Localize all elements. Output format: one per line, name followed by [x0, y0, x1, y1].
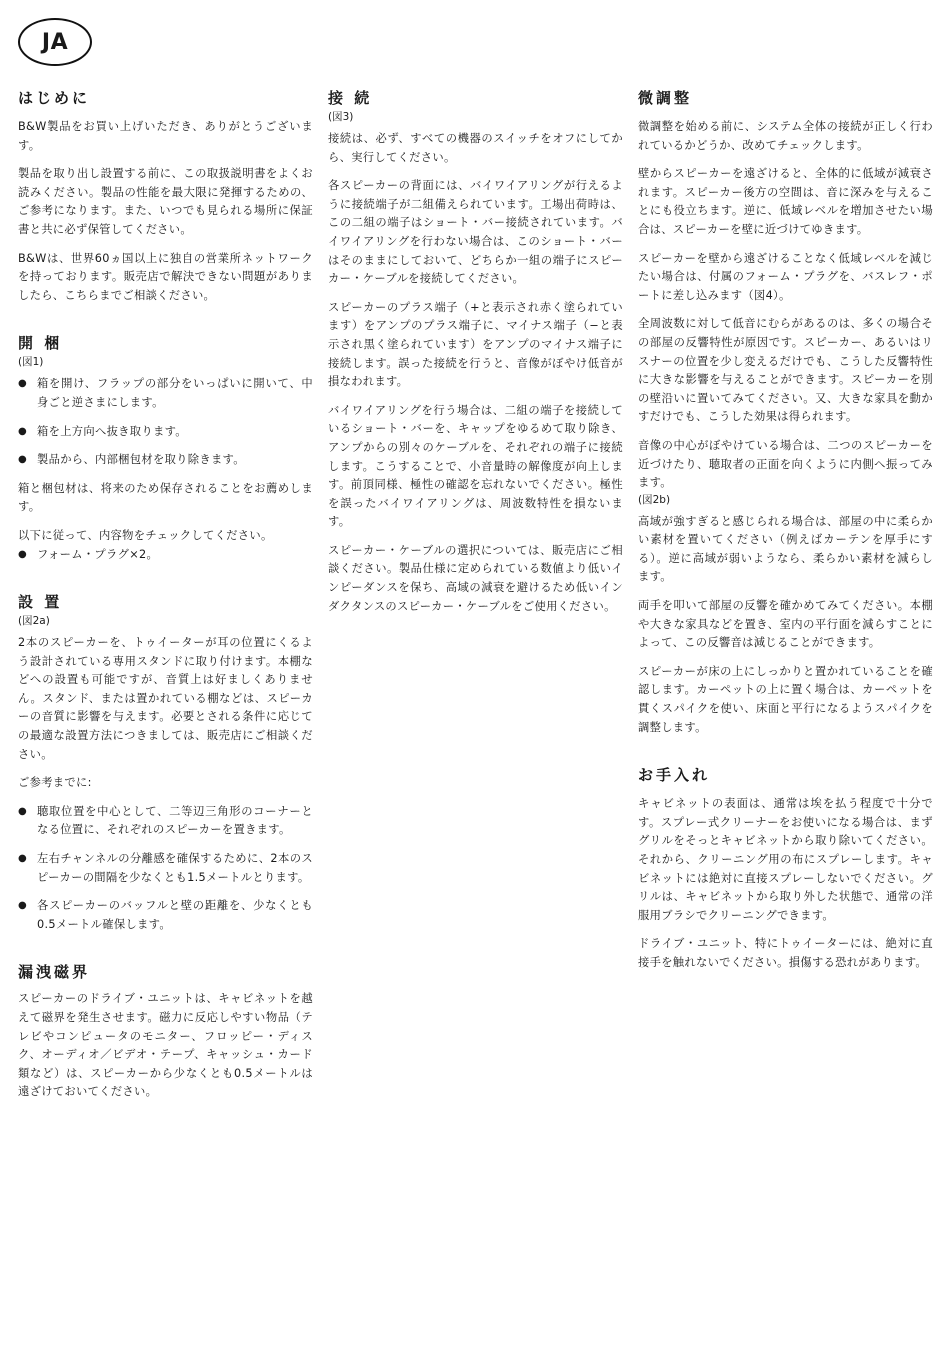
- paragraph: 両手を叩いて部屋の反響を確かめてみてください。本棚や大きな家具などを置き、室内の平行面を減らすことによって、この反響音は減じることができます。: [638, 599, 933, 650]
- list-item: ● 聴取位置を中心として、二等辺三角形のコーナーとなる位置に、それぞれのスピーカーを置きます。: [18, 803, 313, 840]
- list-item: ● 各スピーカーのバッフルと壁の距離を、少なくとも0.5メートル確保します。: [18, 897, 313, 934]
- paragraph: 箱と梱包材は、将来のため保存されることをお薦めします。: [18, 481, 313, 514]
- paragraph: 微調整を始める前に、システム全体の接続が正しく行われているかどうか、改めてチェックします。: [638, 120, 933, 152]
- paragraph: B&Wは、世界60ヵ国以上に独自の営業所ネットワークを持っております。販売店で解決できない問題がありましたら、こちらまでご相談ください。: [18, 251, 313, 302]
- paragraph: B&W製品をお買い上げいただき、ありがとうございます。: [18, 120, 313, 152]
- paragraph: スピーカーのドライブ・ユニットは、キャビネットを越えて磁界を発生させます。磁力に反応しやすい物品（テレビやコンピュータのモニター、フロッピー・ディスク、オーディオ／ビデオ・テープ、キャッシュ・カード類など）は、スピーカーから少なくとも0.5メートルは遠ざけておいてください。: [18, 992, 313, 1099]
- section-title-unpacking: 開 梱: [18, 334, 63, 353]
- paragraph: ご参考までに:: [18, 776, 92, 790]
- paragraph: スピーカーを壁から遠ざけることなく低域レベルを減じたい場合は、付属のフォーム・プラグを、バスレフ・ポートに差し込みます（図4）。: [638, 251, 933, 302]
- paragraph: スピーカー・ケーブルの選択については、販売店にご相談ください。製品仕様に定められている数値より低いインピーダンスを保ち、高域の減衰を避けるため低いインダクタンスのスピーカー・ケーブルをご使用ください。: [328, 543, 623, 613]
- language-code: JA: [41, 29, 69, 55]
- figure-reference: (図3): [328, 111, 354, 123]
- figure-reference: (図2a): [18, 615, 50, 628]
- paragraph: スピーカーのプラス端子（+と表示され赤く塗られています）をアンプのプラス端子に、マイナス端子（−と表示され黒く塗られています）をアンプのマイナス端子に接続します。誤った接続を行うと、音像がぼやけ低音が損なわれます。: [328, 300, 623, 389]
- paragraph: 各スピーカーの背面には、バイワイアリングが行えるように接続端子が二組備えられています。工場出荷時は、この二組の端子はショート・バー接続されています。バイワイアリングを行わない場合は、このショート・バーはそのままにしておいて、どちらか一組の端子にスピーカー・ケーブルを接続してください。: [328, 179, 623, 286]
- paragraph: 接続は、必ず、すべての機器のスイッチをオフにしてから、実行してください。: [328, 132, 623, 164]
- bullet-list: [18, 546, 313, 565]
- list-item: ● 左右チャンネルの分離感を確保するために、2本のスピーカーの間隔を少なくとも1.5メートルとります。: [18, 850, 313, 887]
- paragraph: ドライブ・ユニット、特にトゥイーターには、絶対に直接手を触れないでください。損傷する恐れがあります。: [638, 937, 933, 969]
- paragraph: スピーカーが床の上にしっかりと置かれていることを確認します。カーペットの上に置く場合は、カーペットを貫くスパイクを使い、床面と平行になるようスパイクを調整します。: [638, 664, 933, 734]
- list-item: ● 箱を開け、フラップの部分をいっぱいに開いて、中身ごと逆さまにします。: [18, 375, 313, 412]
- column-right: [638, 88, 933, 1001]
- language-badge: [18, 18, 92, 66]
- paragraph: 2本のスピーカーを、トゥイーターが耳の位置にくるよう設計されている専用スタンドに取り付けます。本棚などへの設置も可能ですが、音質上は好ましくありません。スタンド、または置かれている棚などは、スピーカーの音質に影響を与えます。必要とされる条件に応じての最適な設置方法につきましては、販売店にご相談ください。: [18, 636, 313, 761]
- section-introduction: [18, 88, 313, 305]
- paragraph: 製品を取り出し設置する前に、この取扱説明書をよくお読みください。製品の性能を最大限に発揮するための、ご参考になります。また、いつでも見られる場所に保証書と共に必ず保管してください。: [18, 167, 313, 236]
- paragraph: バイワイアリングを行う場合は、二組の端子を接続しているショート・バーを、キャップをゆるめて取り除き、アンプからの別々のケーブルを、それぞれの端子に接続します。こうすることで、小音量時の解像度が向上します。前頂同様、極性の確認を忘れないでください。極性を誤ったバイワイアリングは、周波数特性を損ないます。: [328, 403, 623, 529]
- bullet-list: [18, 375, 313, 469]
- section-connections: [328, 88, 623, 616]
- section-title-introduction: はじめに: [18, 89, 91, 107]
- paragraph: 高域が強すぎると感じられる場合は、部屋の中に柔らかい素材を置いてください（例えばカーテンを厚手にする）。逆に高域が弱いようなら、柔らかい素材を減らします。: [638, 514, 933, 584]
- section-title-connections: 接 続: [328, 89, 373, 107]
- section-installation: [18, 592, 313, 934]
- section-title-care: お手入れ: [638, 766, 711, 785]
- section-title-installation: 設 置: [18, 593, 63, 612]
- list-item: ● 製品から、内部梱包材を取り除きます。: [18, 451, 313, 470]
- section-title-fine-tuning: 微調整: [638, 89, 693, 107]
- section-unpacking: [18, 333, 313, 564]
- column-middle: [328, 88, 623, 644]
- paragraph: 全周波数に対して低音にむらがあるのは、多くの場合その部屋の反響特性が原因です。スピーカー、あるいはリスナーの位置を少し変えるだけでも、こうした反響特性に大きな影響を与えることができます。スピーカーを別の壁沿いに置いてみてください。又、大きな家具を動かすだけでも、こうした効果は得られます。: [638, 317, 933, 424]
- paragraph: 音像の中心がぼやけている場合は、二つのスピーカーを近づけたり、聴取者の正面を向くように内側へ振ってみます。: [638, 438, 933, 490]
- paragraph: 以下に従って、内容物をチェックしてください。: [18, 528, 273, 542]
- section-fine-tuning: [638, 88, 933, 737]
- figure-reference: (図2b): [638, 493, 671, 506]
- bullet-list: [18, 803, 313, 935]
- paragraph: キャビネットの表面は、通常は埃を払う程度で十分です。スプレー式クリーナーをお使いになる場合は、まずグリルをそっとキャビネットから取り除いてください。それから、クリーニング用の布にスプレーします。キャビネットには絶対に直接スプレーしないでください。グリルは、キャビネットから取り外した状態で、通常の洋服用ブラシでクリーニングできます。: [638, 797, 933, 922]
- figure-reference: (図1): [18, 356, 44, 369]
- list-item: ● 箱を上方向へ抜き取ります。: [18, 423, 313, 442]
- section-care: [638, 765, 933, 972]
- section-title-magnetic-field: 漏洩磁界: [18, 963, 91, 982]
- list-item: ● フォーム・プラグ×2。: [18, 546, 313, 565]
- column-left: [18, 88, 313, 1130]
- paragraph: 壁からスピーカーを遠ざけると、全体的に低域が減衰されます。スピーカー後方の空間は、音に深みを与えることにも役立ちます。逆に、低域レベルを増加させたい場合は、スピーカーを壁に近づけてゆきます。: [638, 167, 933, 236]
- section-magnetic-field: [18, 962, 313, 1102]
